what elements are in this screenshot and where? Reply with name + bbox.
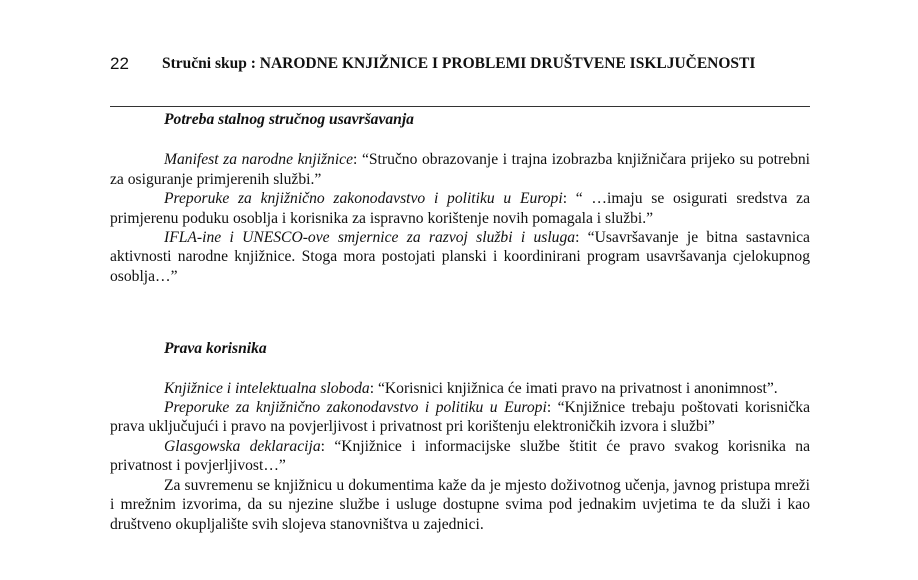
quote-text: : “Knjižnice trebaju poštovati korisnička prava uključujući i pravo na povjerljivost i privatnost pri korištenju elektroničkih izvora i službi” (110, 399, 811, 436)
paragraph (110, 476, 810, 534)
quote-text: : “Knjižnice i informacijske službe štitit će pravo svakog korisnika na privatnost i povjerljivost…” (110, 437, 810, 475)
paragraph (110, 228, 810, 286)
citation-source: Manifest za narodne knjižnice (164, 151, 354, 169)
header-rule (110, 106, 810, 107)
section-heading: Potreba stalnog stručnog usavršavanja (164, 111, 414, 128)
quote-text: : “Stručno obrazovanje i trajna izobrazba knjižničara prijeko su potrebni za osiguranje primjerenih službi.” (110, 151, 810, 188)
citation-source: Knjižnice i intelektualna sloboda (164, 379, 370, 397)
paragraph (110, 437, 810, 476)
citation-source: IFLA-ine i UNESCO-ove smjernice za razvoj službi i usluga (164, 229, 576, 247)
citation-source: Preporuke za knjižnično zakonodavstvo i politiku u Europi (164, 399, 547, 417)
document-body (110, 110, 810, 534)
paragraph (110, 189, 810, 228)
running-title: Stručni skup : NARODNE KNJIŽNICE I PROBLEMI DRUŠTVENE ISKLJUČENOSTI (162, 55, 756, 72)
paragraph (110, 398, 810, 437)
citation-source: Preporuke za knjižnično zakonodavstvo i politiku u Europi (164, 190, 563, 208)
body-text: Za suvremenu se knjižnicu u dokumentima kaže da je mjesto doživotnog učenja, javnog pristupa mreži i mrežnim izvorima, da su njezine službe i usluge dostupne svima pod jednakim uvjetima te da služi i kao društveno okupljalište svih slojeva stanovništva u zajednici. (110, 476, 810, 533)
citation-source: Glasgowska deklaracija (164, 437, 321, 455)
quote-text: : “Usavršavanje je bitna sastavnica aktivnosti narodne knjižnice. Stoga mora postojati planski i koordinirani program usavršavanja cjelokupnog osoblja…” (110, 229, 810, 285)
paragraph (110, 379, 810, 398)
section-heading: Prava korisnika (164, 340, 267, 358)
quote-text: : “ …imaju se osigurati sredstva za primjerenu poduku osoblja i korisnika za ispravno korištenje novih pomagala i službi.” (110, 190, 810, 227)
page-number: 22 (110, 54, 129, 73)
page-header (110, 52, 808, 78)
quote-text: : “Korisnici knjižnica će imati pravo na privatnost i anonimnost”. (369, 379, 778, 397)
paragraph (110, 150, 810, 189)
